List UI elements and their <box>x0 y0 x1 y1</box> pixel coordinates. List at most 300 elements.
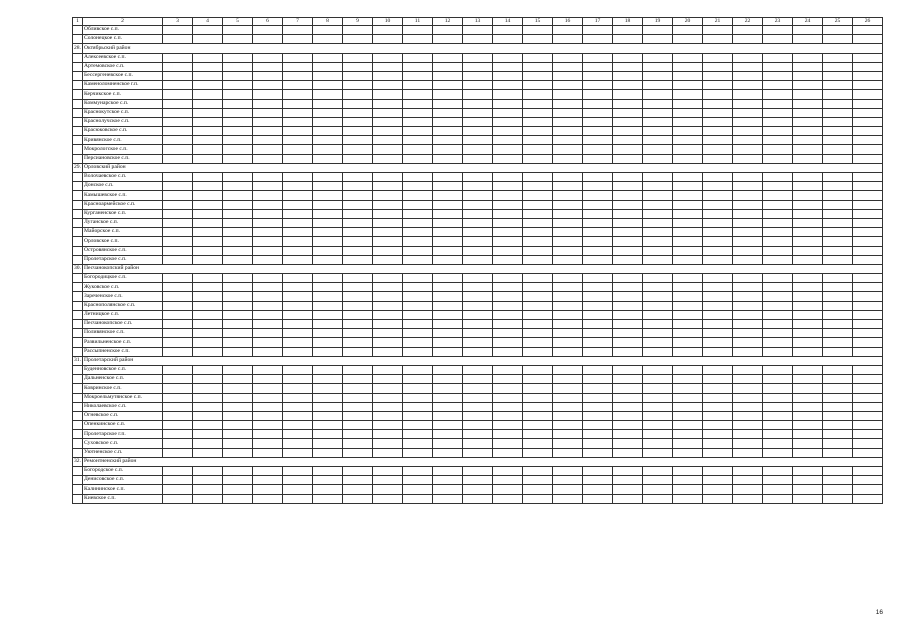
value-cell <box>373 421 403 430</box>
value-cell <box>673 209 703 218</box>
value-cell <box>613 411 643 420</box>
value-cell <box>703 402 733 411</box>
value-cell <box>733 90 763 99</box>
value-cell <box>343 53 373 62</box>
value-cell <box>193 494 223 503</box>
value-cell <box>313 329 343 338</box>
value-cell <box>163 127 193 136</box>
value-cell <box>763 99 793 108</box>
value-cell <box>463 127 493 136</box>
value-cell <box>373 81 403 90</box>
value-cell <box>673 228 703 237</box>
settlement-name: Зареченское с.п. <box>83 292 163 301</box>
value-cell <box>313 71 343 80</box>
value-cell <box>763 127 793 136</box>
value-cell <box>163 384 193 393</box>
row-index <box>73 145 83 154</box>
value-cell <box>373 375 403 384</box>
value-cell <box>253 71 283 80</box>
value-cell <box>373 62 403 71</box>
value-cell <box>223 26 253 35</box>
value-cell <box>223 209 253 218</box>
value-cell <box>673 301 703 310</box>
value-cell <box>823 301 853 310</box>
value-cell <box>433 421 463 430</box>
value-cell <box>463 301 493 310</box>
value-cell <box>793 430 823 439</box>
value-cell <box>523 393 553 402</box>
value-cell <box>523 81 553 90</box>
value-cell <box>463 81 493 90</box>
value-cell <box>553 283 583 292</box>
value-cell <box>673 329 703 338</box>
value-cell <box>553 136 583 145</box>
value-cell <box>583 255 613 264</box>
value-cell <box>643 439 673 448</box>
value-cell <box>823 117 853 126</box>
value-cell <box>553 81 583 90</box>
table-row <box>73 347 883 356</box>
value-cell <box>193 384 223 393</box>
value-cell <box>193 90 223 99</box>
value-cell <box>193 99 223 108</box>
value-cell <box>163 338 193 347</box>
value-cell <box>643 246 673 255</box>
value-cell <box>703 347 733 356</box>
value-cell <box>763 301 793 310</box>
value-cell <box>313 218 343 227</box>
value-cell <box>523 347 553 356</box>
value-cell <box>373 209 403 218</box>
value-cell <box>493 26 523 35</box>
section-row <box>73 356 883 365</box>
value-cell <box>523 338 553 347</box>
value-cell <box>463 99 493 108</box>
value-cell <box>703 108 733 117</box>
value-cell <box>553 228 583 237</box>
value-cell <box>223 145 253 154</box>
value-cell <box>403 375 433 384</box>
settlement-name: Суховское с.п. <box>83 439 163 448</box>
value-cell <box>193 329 223 338</box>
value-cell <box>403 200 433 209</box>
value-cell <box>253 338 283 347</box>
value-cell <box>403 393 433 402</box>
value-cell <box>223 228 253 237</box>
value-cell <box>193 53 223 62</box>
value-cell <box>193 108 223 117</box>
settlement-name: Богородское с.п. <box>83 467 163 476</box>
value-cell <box>583 494 613 503</box>
table-row <box>73 476 883 485</box>
value-cell <box>823 154 853 163</box>
value-cell <box>253 485 283 494</box>
value-cell <box>253 81 283 90</box>
value-cell <box>553 292 583 301</box>
value-cell <box>433 117 463 126</box>
value-cell <box>163 62 193 71</box>
value-cell <box>493 375 523 384</box>
value-cell <box>343 320 373 329</box>
value-cell <box>193 228 223 237</box>
value-cell <box>253 347 283 356</box>
value-cell <box>253 402 283 411</box>
value-cell <box>583 191 613 200</box>
value-cell <box>553 274 583 283</box>
column-header: 22 <box>733 18 763 26</box>
value-cell <box>853 375 883 384</box>
value-cell <box>823 476 853 485</box>
value-cell <box>253 421 283 430</box>
value-cell <box>523 485 553 494</box>
value-cell <box>493 283 523 292</box>
value-cell <box>793 182 823 191</box>
settlement-name: Денисовское с.п. <box>83 476 163 485</box>
value-cell <box>553 90 583 99</box>
value-cell <box>343 209 373 218</box>
row-index <box>73 274 83 283</box>
settlement-name: Краснолучское с.п. <box>83 117 163 126</box>
table-row <box>73 283 883 292</box>
value-cell <box>613 71 643 80</box>
row-index <box>73 117 83 126</box>
value-cell <box>823 90 853 99</box>
table-row <box>73 393 883 402</box>
value-cell <box>553 182 583 191</box>
value-cell <box>733 127 763 136</box>
value-cell <box>583 411 613 420</box>
value-cell <box>433 274 463 283</box>
value-cell <box>163 393 193 402</box>
value-cell <box>313 35 343 44</box>
value-cell <box>433 292 463 301</box>
value-cell <box>493 209 523 218</box>
value-cell <box>343 384 373 393</box>
settlement-name: Мокрологское с.п. <box>83 145 163 154</box>
value-cell <box>433 191 463 200</box>
value-cell <box>283 375 313 384</box>
value-cell <box>793 145 823 154</box>
value-cell <box>643 200 673 209</box>
value-cell <box>523 439 553 448</box>
value-cell <box>463 90 493 99</box>
value-cell <box>823 108 853 117</box>
value-cell <box>673 200 703 209</box>
value-cell <box>463 191 493 200</box>
column-header: 10 <box>373 18 403 26</box>
value-cell <box>343 182 373 191</box>
value-cell <box>823 347 853 356</box>
value-cell <box>523 209 553 218</box>
value-cell <box>223 494 253 503</box>
value-cell <box>853 338 883 347</box>
value-cell <box>163 439 193 448</box>
value-cell <box>853 154 883 163</box>
settlement-name: Поливянское с.п. <box>83 329 163 338</box>
value-cell <box>583 467 613 476</box>
settlement-name: Камышевское с.п. <box>83 191 163 200</box>
value-cell <box>703 90 733 99</box>
value-cell <box>343 338 373 347</box>
value-cell <box>703 228 733 237</box>
column-header: 19 <box>643 18 673 26</box>
value-cell <box>163 228 193 237</box>
row-index <box>73 411 83 420</box>
value-cell <box>733 99 763 108</box>
value-cell <box>433 81 463 90</box>
value-cell <box>373 301 403 310</box>
value-cell <box>553 218 583 227</box>
value-cell <box>463 292 493 301</box>
value-cell <box>823 310 853 319</box>
value-cell <box>553 108 583 117</box>
value-cell <box>583 476 613 485</box>
column-header: 13 <box>463 18 493 26</box>
value-cell <box>853 393 883 402</box>
value-cell <box>403 320 433 329</box>
row-index <box>73 384 83 393</box>
column-header: 12 <box>433 18 463 26</box>
value-cell <box>433 209 463 218</box>
value-cell <box>463 320 493 329</box>
value-cell <box>733 237 763 246</box>
value-cell <box>733 365 763 374</box>
value-cell <box>673 402 703 411</box>
value-cell <box>853 237 883 246</box>
value-cell <box>703 411 733 420</box>
value-cell <box>643 485 673 494</box>
value-cell <box>703 81 733 90</box>
value-cell <box>823 191 853 200</box>
value-cell <box>853 62 883 71</box>
value-cell <box>403 209 433 218</box>
value-cell <box>673 365 703 374</box>
value-cell <box>643 347 673 356</box>
value-cell <box>583 182 613 191</box>
column-header: 3 <box>163 18 193 26</box>
value-cell <box>463 347 493 356</box>
value-cell <box>733 246 763 255</box>
value-cell <box>403 35 433 44</box>
value-cell <box>733 255 763 264</box>
row-index <box>73 329 83 338</box>
value-cell <box>433 26 463 35</box>
value-cell <box>313 62 343 71</box>
value-cell <box>283 301 313 310</box>
value-cell <box>553 347 583 356</box>
value-cell <box>253 191 283 200</box>
value-cell <box>463 200 493 209</box>
value-cell <box>733 292 763 301</box>
value-cell <box>313 108 343 117</box>
value-cell <box>643 255 673 264</box>
value-cell <box>733 81 763 90</box>
row-index <box>73 99 83 108</box>
value-cell <box>793 384 823 393</box>
value-cell <box>343 35 373 44</box>
value-cell <box>763 182 793 191</box>
value-cell <box>463 53 493 62</box>
value-cell <box>343 127 373 136</box>
value-cell <box>763 476 793 485</box>
value-cell <box>343 228 373 237</box>
value-cell <box>553 301 583 310</box>
value-cell <box>763 209 793 218</box>
value-cell <box>643 329 673 338</box>
value-cell <box>823 209 853 218</box>
value-cell <box>433 301 463 310</box>
value-cell <box>163 485 193 494</box>
value-cell <box>253 228 283 237</box>
value-cell <box>193 375 223 384</box>
value-cell <box>163 467 193 476</box>
value-cell <box>553 467 583 476</box>
settlement-name: Обливское с.п. <box>83 26 163 35</box>
value-cell <box>793 218 823 227</box>
value-cell <box>493 430 523 439</box>
value-cell <box>823 218 853 227</box>
value-cell <box>763 173 793 182</box>
value-cell <box>403 237 433 246</box>
value-cell <box>433 35 463 44</box>
value-cell <box>613 182 643 191</box>
value-cell <box>403 117 433 126</box>
value-cell <box>193 209 223 218</box>
value-cell <box>223 375 253 384</box>
value-cell <box>343 200 373 209</box>
value-cell <box>613 173 643 182</box>
table-row <box>73 228 883 237</box>
settlement-name: Мокроельмутянское с.п. <box>83 393 163 402</box>
value-cell <box>313 173 343 182</box>
value-cell <box>823 237 853 246</box>
value-cell <box>313 439 343 448</box>
row-index <box>73 393 83 402</box>
value-cell <box>163 402 193 411</box>
value-cell <box>253 182 283 191</box>
value-cell <box>643 411 673 420</box>
value-cell <box>343 117 373 126</box>
value-cell <box>433 182 463 191</box>
value-cell <box>523 255 553 264</box>
value-cell <box>403 421 433 430</box>
value-cell <box>613 90 643 99</box>
value-cell <box>793 26 823 35</box>
value-cell <box>163 117 193 126</box>
value-cell <box>433 90 463 99</box>
table-row <box>73 320 883 329</box>
value-cell <box>643 476 673 485</box>
value-cell <box>733 62 763 71</box>
value-cell <box>343 393 373 402</box>
value-cell <box>223 191 253 200</box>
value-cell <box>343 108 373 117</box>
table-row <box>73 145 883 154</box>
value-cell <box>643 228 673 237</box>
value-cell <box>793 81 823 90</box>
value-cell <box>703 191 733 200</box>
value-cell <box>403 467 433 476</box>
value-cell <box>373 117 403 126</box>
value-cell <box>193 421 223 430</box>
value-cell <box>853 292 883 301</box>
value-cell <box>853 35 883 44</box>
value-cell <box>163 320 193 329</box>
value-cell <box>823 467 853 476</box>
value-cell <box>583 154 613 163</box>
column-header: 5 <box>223 18 253 26</box>
value-cell <box>223 384 253 393</box>
value-cell <box>163 173 193 182</box>
value-cell <box>343 191 373 200</box>
value-cell <box>523 411 553 420</box>
section-number: 28. <box>73 44 83 53</box>
value-cell <box>613 375 643 384</box>
value-cell <box>193 476 223 485</box>
value-cell <box>223 136 253 145</box>
value-cell <box>583 402 613 411</box>
settlement-name: Уютненское с.п. <box>83 448 163 457</box>
value-cell <box>793 274 823 283</box>
value-cell <box>553 430 583 439</box>
value-cell <box>313 320 343 329</box>
value-cell <box>643 402 673 411</box>
value-cell <box>643 62 673 71</box>
value-cell <box>343 90 373 99</box>
value-cell <box>373 347 403 356</box>
value-cell <box>673 62 703 71</box>
value-cell <box>733 411 763 420</box>
value-cell <box>763 117 793 126</box>
value-cell <box>343 283 373 292</box>
value-cell <box>793 90 823 99</box>
settlement-name: Красноармейское с.п. <box>83 200 163 209</box>
value-cell <box>733 173 763 182</box>
value-cell <box>583 35 613 44</box>
section-number: 29. <box>73 163 83 172</box>
value-cell <box>763 320 793 329</box>
value-cell <box>463 329 493 338</box>
value-cell <box>823 173 853 182</box>
value-cell <box>313 209 343 218</box>
value-cell <box>523 430 553 439</box>
value-cell <box>583 108 613 117</box>
value-cell <box>703 283 733 292</box>
value-cell <box>853 71 883 80</box>
value-cell <box>523 292 553 301</box>
value-cell <box>403 310 433 319</box>
value-cell <box>793 237 823 246</box>
value-cell <box>493 173 523 182</box>
value-cell <box>163 246 193 255</box>
value-cell <box>433 127 463 136</box>
value-cell <box>223 439 253 448</box>
value-cell <box>283 62 313 71</box>
value-cell <box>433 347 463 356</box>
value-cell <box>793 246 823 255</box>
value-cell <box>673 375 703 384</box>
table-row <box>73 154 883 163</box>
value-cell <box>823 71 853 80</box>
table-row <box>73 182 883 191</box>
value-cell <box>223 62 253 71</box>
value-cell <box>553 411 583 420</box>
value-cell <box>403 99 433 108</box>
settlement-name: Ковринское с.п. <box>83 384 163 393</box>
table-row <box>73 338 883 347</box>
value-cell <box>613 53 643 62</box>
value-cell <box>733 320 763 329</box>
